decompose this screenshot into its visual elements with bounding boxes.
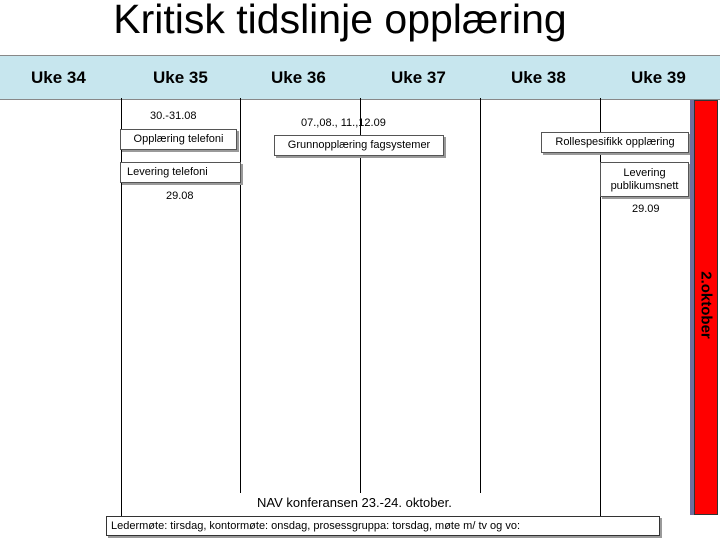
meeting-schedule-note (106, 516, 660, 536)
week-39-label: Uke 39 (631, 68, 686, 87)
date-note-29-08: 29.08 (166, 190, 194, 202)
task-rollespesifikk (541, 132, 689, 153)
week-38-label: Uke 38 (511, 68, 566, 87)
task-label: Grunnopplæring fagsystemer (287, 139, 431, 151)
week-divider (480, 98, 481, 493)
week-divider (121, 98, 122, 518)
week-34-label: Uke 34 (31, 68, 86, 87)
week-header (0, 55, 720, 100)
conference-note: NAV konferansen 23.-24. oktober. (257, 495, 452, 510)
task-grunnopplaering (274, 135, 444, 156)
deadline-label: 2.oktober (697, 271, 715, 339)
task-label: Opplæring telefoni (133, 133, 224, 145)
task-label: Rollespesifikk opplæring (555, 136, 675, 148)
task-label: Levering publikumsnett (610, 166, 679, 192)
week-35-label: Uke 35 (153, 68, 208, 87)
task-levering-publikumsnett (600, 162, 689, 197)
page-title: Kritisk tidslinje opplæring (113, 0, 567, 42)
task-opplaering-telefoni (120, 129, 237, 150)
meeting-schedule-text: Ledermøte: tirsdag, kontormøte: onsdag, prosessgruppa: torsdag, møte m/ tv og vo: (111, 520, 521, 532)
task-label: Levering telefoni (127, 166, 208, 178)
date-note-07-12: 07.,08., 11.,12.09 (301, 117, 386, 129)
date-note-30-31: 30.-31.08 (150, 110, 197, 122)
week-divider (360, 98, 361, 493)
week-37-label: Uke 37 (391, 68, 446, 87)
week-divider (600, 98, 601, 518)
date-note-29-09: 29.09 (632, 203, 660, 215)
week-divider (240, 98, 241, 493)
week-36-label: Uke 36 (271, 68, 326, 87)
task-levering-telefoni (120, 162, 241, 183)
